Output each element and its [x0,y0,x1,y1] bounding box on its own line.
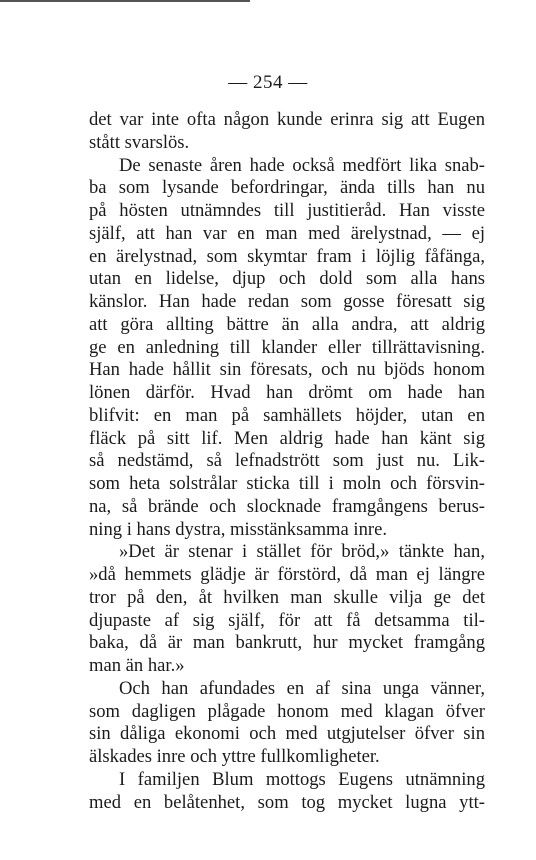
text-line: Han hade hållit sin föresats, och nu bjöds honom [89,359,485,381]
text-line: utan en lidelse, djup och dold som alla hans [89,268,485,290]
page-number: — 254 — [228,72,308,93]
text-line: na, så brände och slocknade framgångens berus- [89,495,485,517]
text-line: »Det är stenar i stället för bröd,» tänkte han, [119,541,485,563]
text-line: man än har.» [89,655,185,676]
text-line: tror på den, åt hvilken man skulle vilja ge det [89,586,485,608]
text-line: ning i hans dystra, misstänksamma inre. [89,518,387,540]
text-line: baka, då är man bankrutt, hur mycket framgång [89,632,485,654]
text-line: med en belåtenhet, som tog mycket lugna ytt- [89,791,485,813]
text-line: att göra allting bättre än alla andra, att aldrig [89,313,485,335]
text-line: en ärelystnad, som skymtar fram i löjlig fåfänga, [89,245,485,267]
text-line: »då hemmets glädje är förstörd, då man ej längre [89,564,485,585]
text-line: Och han afundades en af sina unga vänner, [119,677,485,699]
text-line: själf, att han var en man med ärelystnad, — ej [89,222,485,244]
text-line: sin dåliga ekonomi och med utgjutelser öfver sin [89,723,485,745]
text-line: De senaste åren hade också medfört lika snab- [119,154,485,176]
body-text [89,109,485,814]
text-line: älskades inre och yttre fullkomligheter. [89,746,380,767]
text-line: ba som lysande befordringar, ända tills han nu [89,177,485,199]
text-line: känslor. Han hade redan som gosse föresatt sig [89,291,485,312]
text-line: det var inte ofta någon kunde erinra sig att Eugen [89,109,485,130]
top-edge-rule [0,0,250,2]
text-line: så nedstämd, så lefnadstrött som just nu. Lik- [89,450,485,472]
text-line: lönen därför. Hvad han drömt om hade han [89,382,485,403]
text-line: stått svarslös. [89,131,190,153]
text-line: på hösten utnämndes till justitieråd. Han visste [89,200,485,221]
text-line: som dagligen plågade honom med klagan öfver [89,700,485,722]
text-line: I familjen Blum mottogs Eugens utnämning [119,768,485,790]
text-line: fläck på sitt lif. Men aldrig hade han känt sig [89,427,485,449]
text-line: djupaste af sig själf, för att få detsamma til- [89,609,485,631]
text-line: ge en anledning till klander eller tillrättavisning. [89,336,485,358]
text-line: som heta solstrålar sticka till i moln och försvin- [89,473,485,494]
text-line: blifvit: en man på samhällets höjder, utan en [89,404,485,426]
